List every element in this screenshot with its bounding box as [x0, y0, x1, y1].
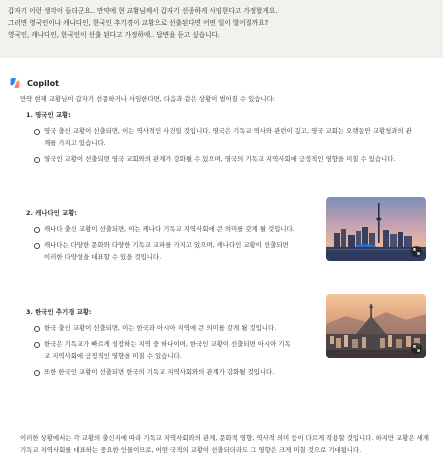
expand-arrows-icon [413, 345, 420, 352]
copilot-header [9, 77, 59, 89]
user-message [0, 0, 443, 58]
section-british-pope [20, 110, 435, 208]
user-message-line: 영국인, 캐나다인, 한국인이 선출 된다고 가정하에.. 답변을 듣고 싶습니다. [8, 31, 220, 40]
list-item: 한국 출신 교황이 선출되면, 이는 한국과 아시아 지역에 큰 의미를 갖게 될 것입니다. [44, 322, 296, 334]
bullet-list [20, 322, 296, 378]
list-item: 또한 한국인 교황이 선출되면 한국의 기독교 지역사회와의 관계가 강화될 것입니다. [44, 366, 296, 378]
expand-icon[interactable] [411, 343, 422, 354]
list-item: 캐나다 출신 교황이 선출되면, 이는 캐나다 기독교 지역사회에 큰 의미를 갖게 될 것입니다. [44, 225, 295, 233]
bullet-list [20, 223, 296, 263]
copilot-logo-icon [9, 77, 21, 89]
list-item: 캐나다는 다양한 문화와 다양한 기독교 교파를 가지고 있으며, 캐나다인 교황이 선출되면 이러한 다양성을 대표할 수 있을 것입니다. [44, 239, 296, 263]
answer-conclusion: 이러한 상황에서는 각 교황의 출신지에 따라 기독교 지역사회와의 관계, 문화적 영향, 역사적 의미 등이 다르게 작용할 것입니다. 하지만 교황은 세계 기독교 지역사회를 대표하는 중요한 인물이므로, 어떤 국적의 교황이 선출되더라도 그 영향은 크게 미칠 것으로 기대됩니다. [20, 434, 429, 454]
section-heading: 2. 캐나다인 교황: [26, 209, 77, 217]
seoul-skyline-image[interactable] [326, 294, 426, 358]
user-message-line: 갑자기 이런 생각이 들더군요.. 만약에 현 교황님께서 갑자기 선종하게 사임한다고 가정할게요. [8, 7, 278, 15]
assistant-answer [20, 94, 435, 456]
list-item: 영국인 교황이 선출되면 영국 교회와의 관계가 강화될 수 있으며, 영국의 기독교 지역사회에 긍정적인 영향을 미칠 수 있습니다. [44, 153, 415, 165]
answer-intro: 만약 현재 교황님이 갑자기 선종하거나 사임한다면, 다음과 같은 상황이 벌어질 수 있습니다: [20, 95, 275, 103]
bullet-list [20, 125, 415, 165]
section-heading: 1. 영국인 교황: [26, 111, 71, 119]
toronto-skyline-image[interactable] [326, 197, 426, 261]
list-item: 영국 출신 교황이 선출되면, 이는 역사적인 사건일 것입니다. 영국은 기독교 역사와 관련이 깊고, 영국 교회는 오랫동안 교황청과의 관계를 가지고 있습니다. [44, 125, 415, 149]
section-heading: 3. 한국인 추기경 교황: [26, 308, 92, 316]
expand-icon[interactable] [411, 246, 422, 257]
user-message-line: 그러면 영국인이나 캐나다인, 한국인 추기경이 교황으로 선출된다면 어떤 일이 벌어질까요? [8, 19, 269, 28]
list-item: 한국은 기독교가 빠르게 성장하는 지역 중 하나이며, 한국인 교황이 선출되면 아시아 기독교 지역사회에 긍정적인 영향을 미칠 수 있습니다. [44, 338, 296, 362]
assistant-name: Copilot [27, 78, 59, 88]
expand-arrows-icon [413, 248, 420, 255]
